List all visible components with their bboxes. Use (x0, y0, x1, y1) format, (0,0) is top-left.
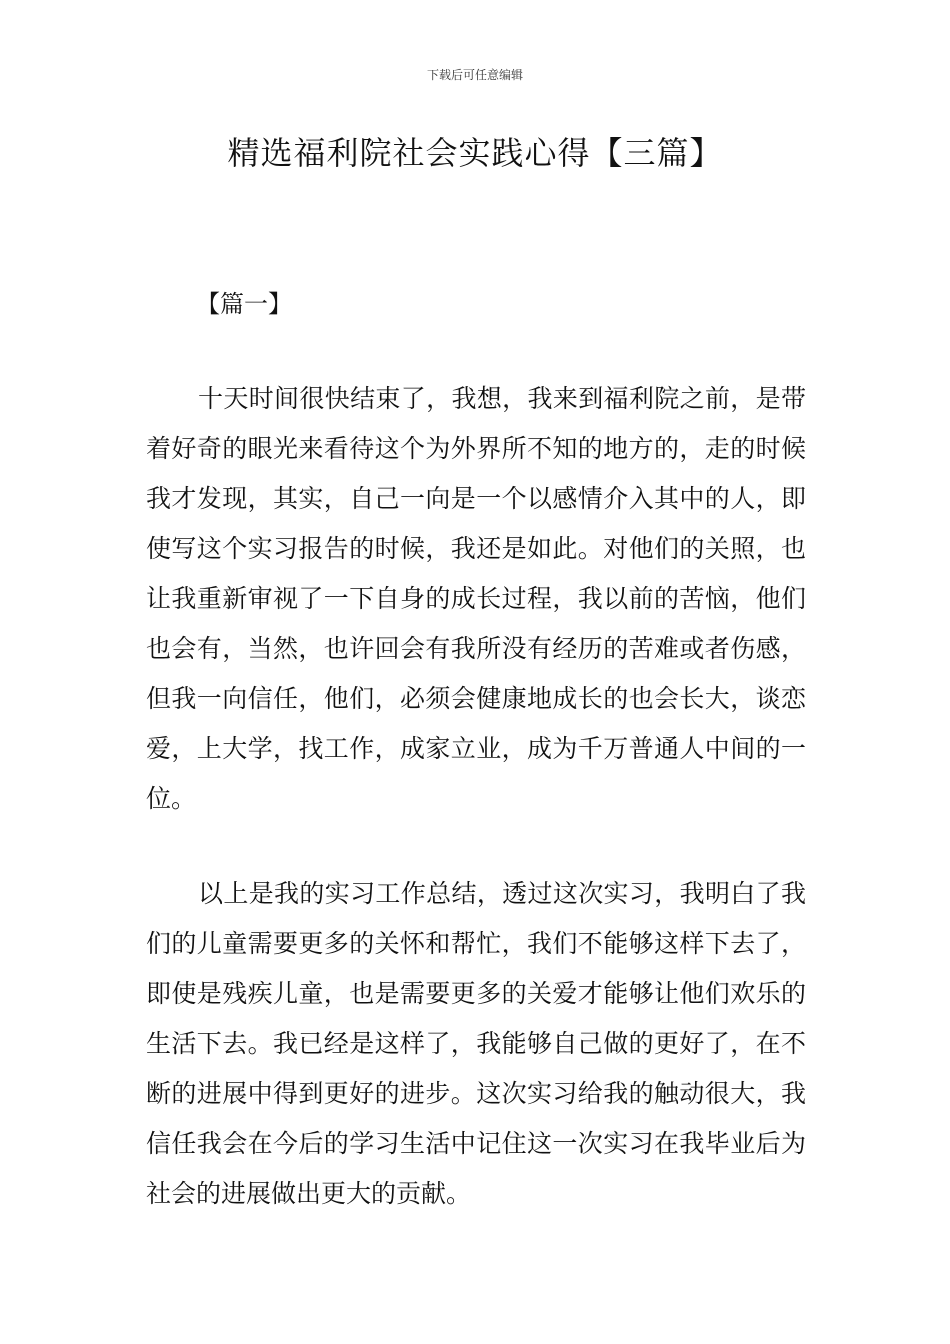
section-label: 【篇一】 (196, 290, 292, 318)
body-paragraph: 十天时间很快结束了，我想，我来到福利院之前，是带着好奇的眼光来看待这个为外界所不知的地方的，走的时候我才发现，其实，自己一向是一个以感情介入其中的人，即使写这个实习报告的时候，我还是如此。对他们的关照，也让我重新审视了一下自身的成长过程，我以前的苦恼，他们也会有，当然，也许回会有我所没有经历的苦难或者伤感，但我一向信任，他们，必须会健康地成长的也会长大，谈恋爱，上大学，找工作，成家立业，成为千万普通人中间的一位。 (146, 384, 806, 813)
body-paragraph: 以上是我的实习工作总结，透过这次实习，我明白了我们的儿童需要更多的关怀和帮忙，我们不能够这样下去了，即使是残疾儿童，也是需要更多的关爱才能够让他们欢乐的生活下去。我已经是这样了，我能够自己做的更好了，在不断的进展中得到更好的进步。这次实习给我的触动很大，我信任我会在今后的学习生活中记住这一次实习在我毕业后为社会的进展做出更大的贡献。 (146, 879, 806, 1208)
document-title: 精选福利院社会实践心得【三篇】 (227, 134, 723, 172)
header-note: 下载后可任意编辑 (426, 68, 523, 82)
